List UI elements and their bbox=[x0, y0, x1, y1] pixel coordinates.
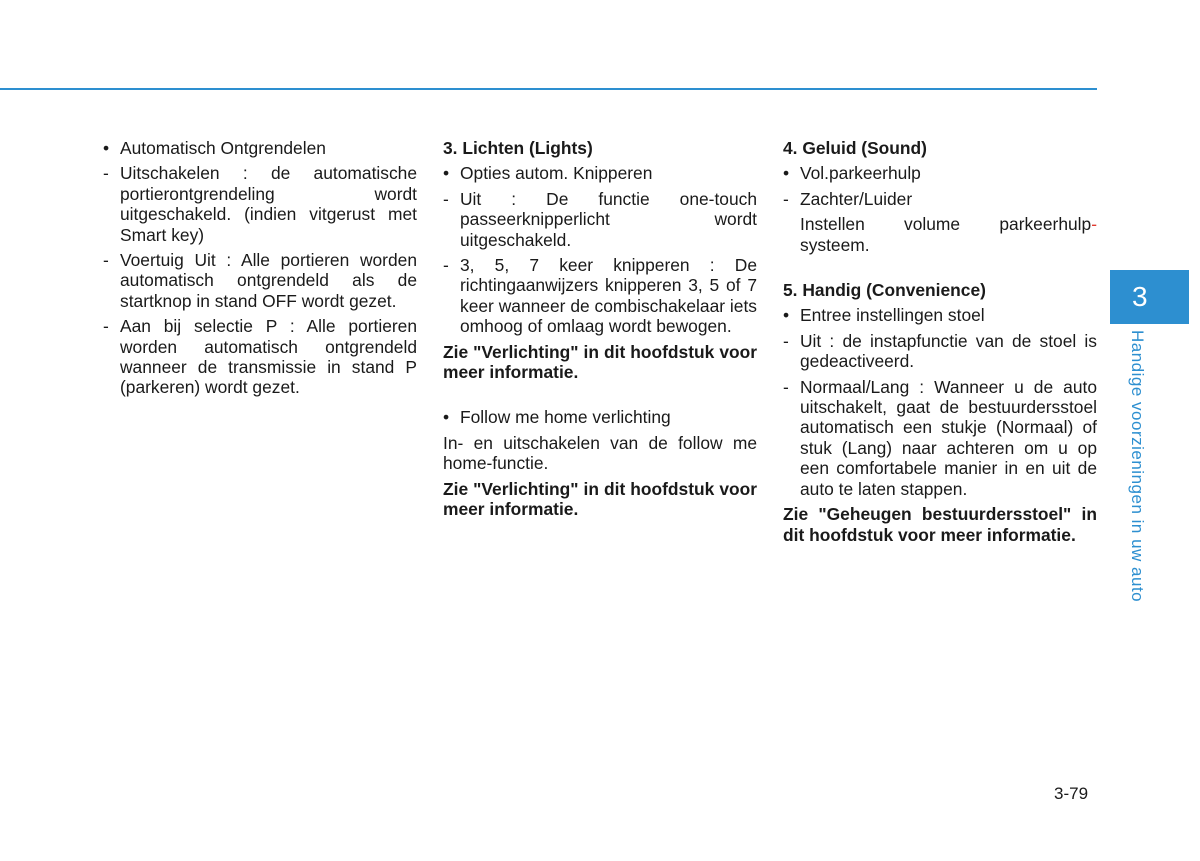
chapter-tab: 3 bbox=[1110, 270, 1189, 324]
dash-item: - Uit : de instapfunctie van de stoel is gedeactiveerd. bbox=[783, 330, 1097, 372]
dash-item: - Uitschakelen : de automatische portierontgrendeling wordt uitgeschakeld. (indien vitgerust met Smart key) bbox=[103, 163, 417, 245]
dash-item: - Zachter/Luider bbox=[783, 188, 913, 209]
column-3 bbox=[783, 138, 1097, 550]
page-number: 3-79 bbox=[1054, 784, 1089, 803]
bullet-item: • Vol.parkeerhulp bbox=[783, 163, 921, 184]
dash-item: - Uit : De functie one-touch passeerknipperlicht wordt uitgeschakeld. bbox=[443, 188, 757, 250]
indented-paragraph: Instellen volume parkeerhulp- systeem. bbox=[800, 214, 1097, 255]
reference-note: Zie "Verlichting" in dit hoofdstuk voor meer informatie. bbox=[443, 341, 757, 383]
reference-note: Zie "Geheugen bestuurdersstoel" in dit hoofdstuk voor meer informatie. bbox=[783, 504, 1097, 545]
bullet-item: • Entree instellingen stoel bbox=[783, 305, 985, 326]
column-1 bbox=[103, 138, 417, 403]
section-heading-sound: 4. Geluid (Sound) bbox=[783, 138, 927, 158]
bullet-item: • Follow me home verlichting bbox=[443, 407, 671, 428]
section-heading-lights: 3. Lichten (Lights) bbox=[443, 138, 593, 158]
column-2 bbox=[443, 138, 757, 525]
bullet-item: • Automatisch Ontgrendelen bbox=[103, 138, 326, 158]
header-rule bbox=[0, 88, 1097, 90]
dash-item: - 3, 5, 7 keer knipperen : De richtingaanwijzers knipperen 3, 5 of 7 keer wanneer de combischakelaar iets omhoog of omlaag wordt bewogen. bbox=[443, 255, 757, 337]
bullet-item: • Opties autom. Knipperen bbox=[443, 163, 653, 184]
dash-item: - Voertuig Uit : Alle portieren worden automatisch ontgrendeld als de startknop in stand OFF wordt gezet. bbox=[103, 250, 417, 311]
chapter-title: Handige voorzieningen in uw auto bbox=[1128, 330, 1147, 603]
paragraph: In- en uitschakelen van de follow me home-functie. bbox=[443, 432, 757, 474]
section-heading-convenience: 5. Handig (Convenience) bbox=[783, 280, 986, 301]
dash-item: - Normaal/Lang : Wanneer u de auto uitschakelt, gaat de bestuurdersstoel automatisch een stukje (Normaal) of stuk (Lang) naar achteren om u op een comfortabele manier in en uit de auto te laten stappen. bbox=[783, 376, 1097, 499]
dash-item: - Aan bij selectie P : Alle portieren worden automatisch ontgrendeld wanneer de transmissie in stand P (parkeren) wordt gezet. bbox=[103, 316, 417, 398]
reference-note: Zie "Verlichting" in dit hoofdstuk voor meer informatie. bbox=[443, 478, 757, 520]
